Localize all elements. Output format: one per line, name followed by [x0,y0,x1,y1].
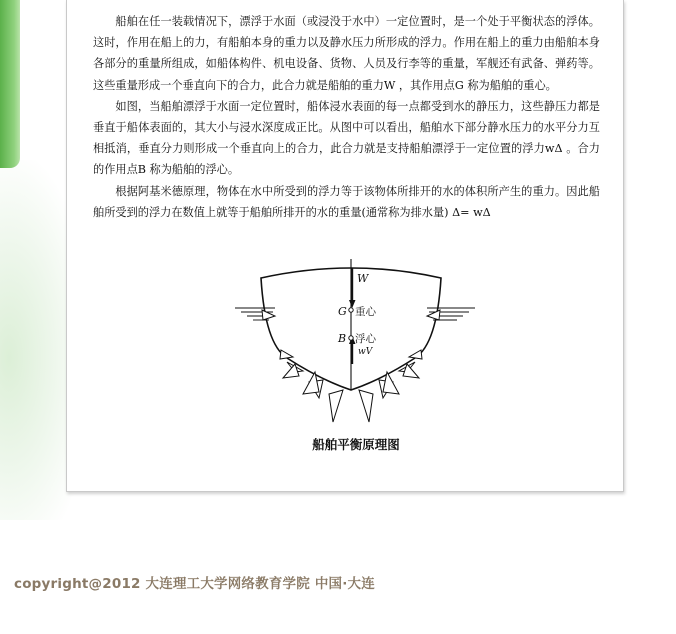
footer-copyright: copyright@2012 大连理工大学网络教育学院 中国·大连 [14,576,375,592]
label-g: G [338,305,347,318]
pressure-arrows-right [359,310,440,422]
pressure-arrows-right-lower [383,364,419,394]
ship-equilibrium-figure [231,254,481,459]
paragraph-3: 根据阿基米德原理，物体在水中所受到的浮力等于该物体所排开的水的体积所产生的重力。因此船舶所受到的浮力在数值上就等于船舶所排开的水的重量(通常称为排水量) Δ= wΔ [93,184,600,219]
pressure-arrows-left [262,310,343,422]
pressure-arrows-left-lower [283,364,319,394]
gravity-center-point [349,308,353,312]
document-panel [66,0,624,492]
label-gravity-center: 重心 [355,306,376,318]
label-b: B [338,332,347,345]
document-body [93,11,600,223]
label-w: W [357,272,369,285]
side-tab [0,0,20,168]
figure-caption: 船舶平衡原理图 [312,437,400,452]
label-buoyancy-center: 浮心 [355,333,376,345]
ship-diagram [231,254,481,434]
buoyancy-center-point [349,336,353,340]
paragraph-2: 如图，当船舶漂浮于水面一定位置时，船体浸水表面的每一点都受到水的静压力，这些静压力都是垂直于船体表面的，其大小与浸水深度成正比。从图中可以看出，船舶水下部分静水压力的水平分力互相抵消，垂直分力则形成一个垂直向上的合力，此合力就是支持船舶漂浮于一定位置的浮力wΔ 。合力的作用点B 称为船舶的浮心。 [93,99,600,177]
label-wv: wV [358,347,373,357]
paragraph-1: 船舶在任一装载情况下，漂浮于水面（或浸没于水中）一定位置时，是一个处于平衡状态的浮体。这时，作用在船上的力，有船舶本身的重力以及静水压力所形成的浮力。作用在船上的重力由船舶本身各部分的重量所组成，如船体构件、机电设备、货物、人员及行李等的重量，军舰还有武备、弹药等。这些重量形成一个垂直向下的合力，此合力就是船舶的重力W ，其作用点G 称为船舶的重心。 [93,15,600,92]
